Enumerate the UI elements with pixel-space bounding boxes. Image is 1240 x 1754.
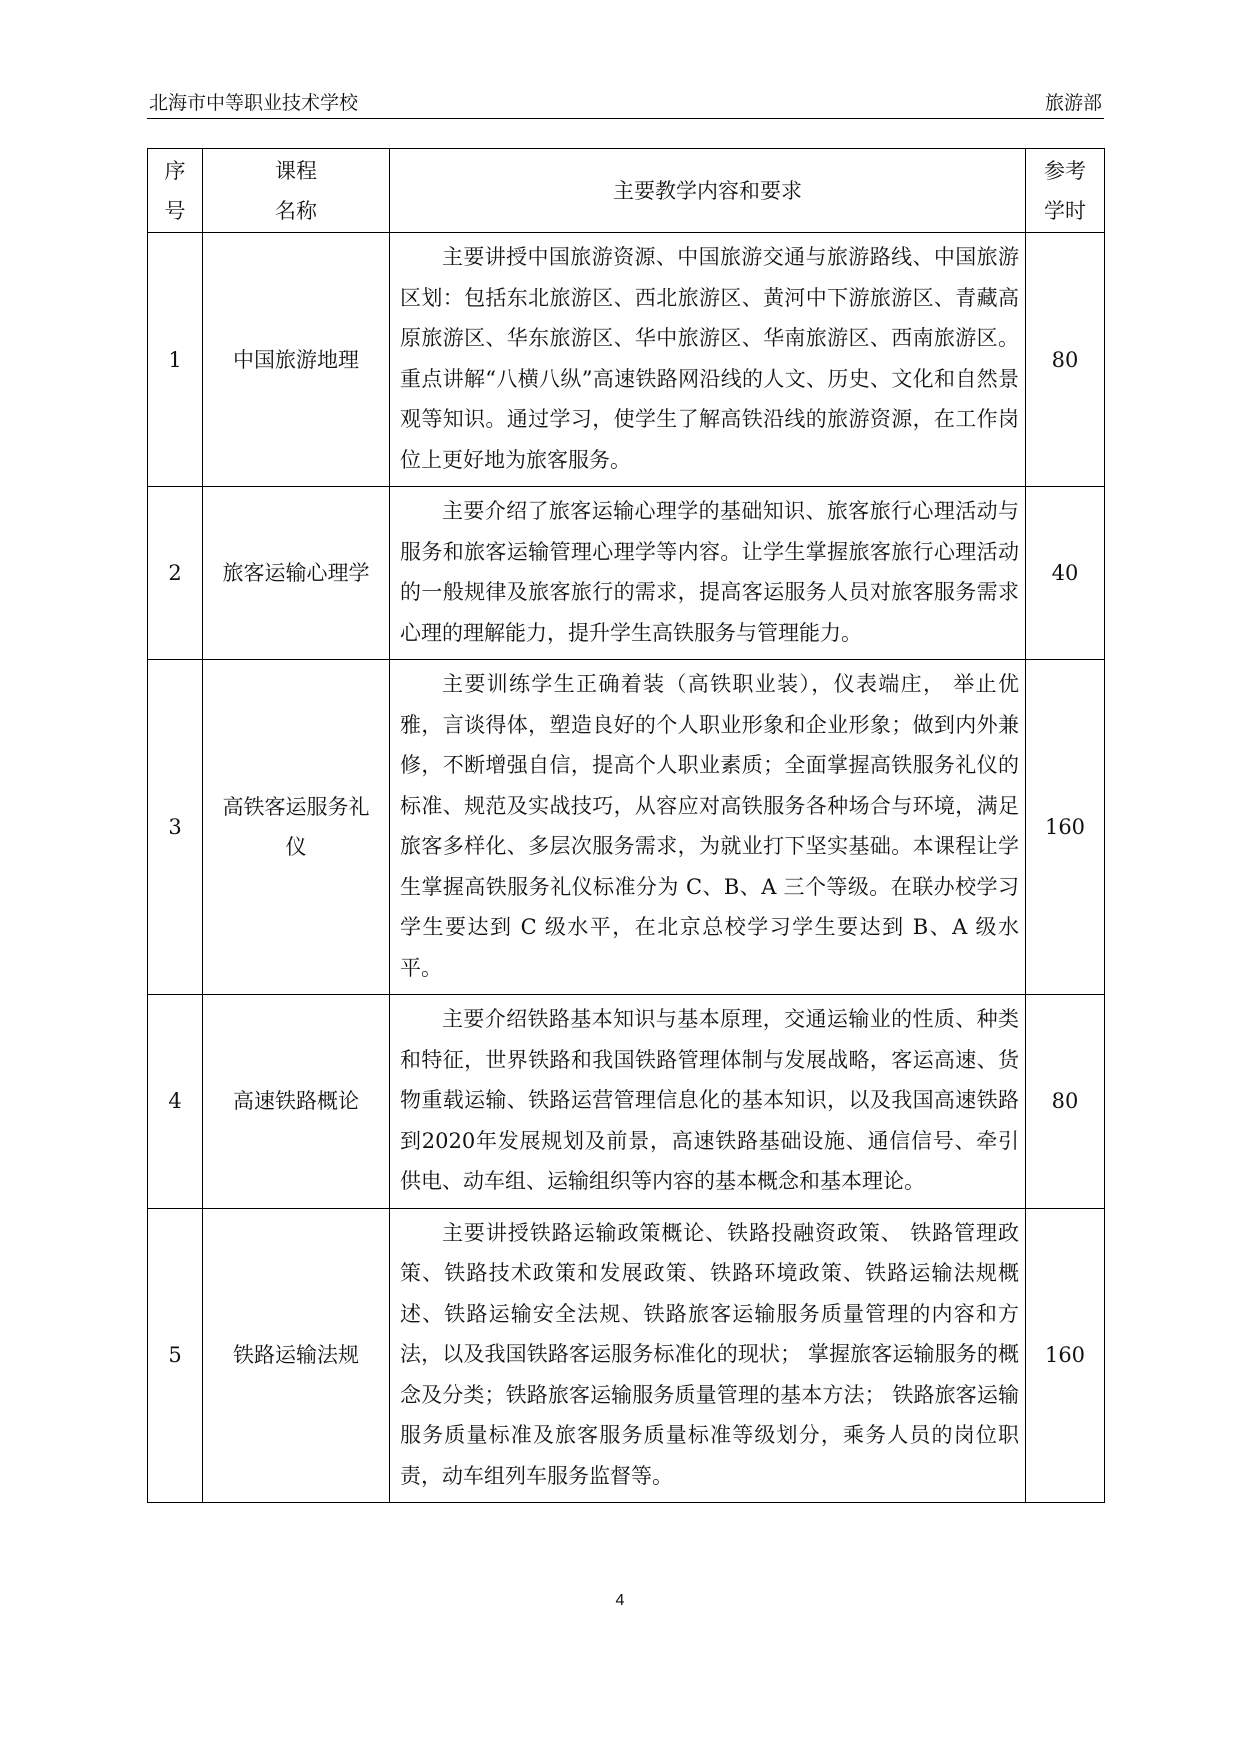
header-hours: 参考 学时	[1026, 149, 1105, 233]
course-name: 高铁客运服务礼仪	[203, 660, 390, 995]
table-row	[148, 487, 1105, 660]
course-name: 中国旅游地理	[203, 233, 390, 487]
page-header	[147, 86, 1104, 119]
table-row	[148, 995, 1105, 1209]
course-hours: 80	[1026, 995, 1105, 1209]
course-hours: 160	[1026, 1208, 1105, 1503]
header-no: 序 号	[148, 149, 203, 233]
department-name: 旅游部	[1044, 92, 1102, 114]
table-header-row	[148, 149, 1105, 233]
course-content: 主要介绍铁路基本知识与基本原理，交通运输业的性质、种类和特征，世界铁路和我国铁路管理体制与发展战略，客运高速、货物重载运输、铁路运营管理信息化的基本知识，以及我国高速铁路到2020年发展规划及前景，高速铁路基础设施、通信信号、牵引供电、动车组、运输组织等内容的基本概念和基本理论。	[390, 995, 1026, 1209]
course-content: 主要讲授中国旅游资源、中国旅游交通与旅游路线、中国旅游区划：包括东北旅游区、西北旅游区、黄河中下游旅游区、青藏高原旅游区、华东旅游区、华中旅游区、华南旅游区、西南旅游区。重点讲解“八横八纵”高速铁路网沿线的人文、历史、文化和自然景观等知识。通过学习，使学生了解高铁沿线的旅游资源，在工作岗位上更好地为旅客服务。	[390, 233, 1026, 487]
page-number: 4	[615, 1592, 625, 1609]
row-no: 2	[148, 487, 203, 660]
row-no: 3	[148, 660, 203, 995]
row-no: 1	[148, 233, 203, 487]
header-course-name: 课程 名称	[203, 149, 390, 233]
table-row	[148, 1208, 1105, 1503]
course-name: 高速铁路概论	[203, 995, 390, 1209]
course-name: 旅客运输心理学	[203, 487, 390, 660]
course-name: 铁路运输法规	[203, 1208, 390, 1503]
school-name: 北海市中等职业技术学校	[149, 92, 359, 114]
course-hours: 80	[1026, 233, 1105, 487]
course-hours: 40	[1026, 487, 1105, 660]
course-content: 主要介绍了旅客运输心理学的基础知识、旅客旅行心理活动与服务和旅客运输管理心理学等内容。让学生掌握旅客旅行心理活动的一般规律及旅客旅行的需求，提高客运服务人员对旅客服务需求心理的理解能力，提升学生高铁服务与管理能力。	[390, 487, 1026, 660]
row-no: 4	[148, 995, 203, 1209]
course-content: 主要讲授铁路运输政策概论、铁路投融资政策、 铁路管理政策、铁路技术政策和发展政策、铁路环境政策、铁路运输法规概述、铁路运输安全法规、铁路旅客运输服务质量管理的内容和方法，以及我国铁路客运服务标准化的现状； 掌握旅客运输服务的概念及分类；铁路旅客运输服务质量管理的基本方法； 铁路旅客运输服务质量标准及旅客服务质量标准等级划分，乘务人员的岗位职责，动车组列车服务监督等。	[390, 1208, 1026, 1503]
course-content: 主要训练学生正确着装（高铁职业装），仪表端庄， 举止优雅，言谈得体，塑造良好的个人职业形象和企业形象；做到内外兼修，不断增强自信，提高个人职业素质；全面掌握高铁服务礼仪的标准、规范及实战技巧，从容应对高铁服务各种场合与环境，满足旅客多样化、多层次服务需求，为就业打下坚实基础。本课程让学生掌握高铁服务礼仪标准分为 C、B、A 三个等级。在联办校学习学生要达到 C 级水平，在北京总校学习学生要达到 B、A 级水平。	[390, 660, 1026, 995]
course-table	[147, 148, 1105, 1503]
row-no: 5	[148, 1208, 203, 1503]
header-content: 主要教学内容和要求	[390, 149, 1026, 233]
table-row	[148, 233, 1105, 487]
course-hours: 160	[1026, 660, 1105, 995]
table-row	[148, 660, 1105, 995]
